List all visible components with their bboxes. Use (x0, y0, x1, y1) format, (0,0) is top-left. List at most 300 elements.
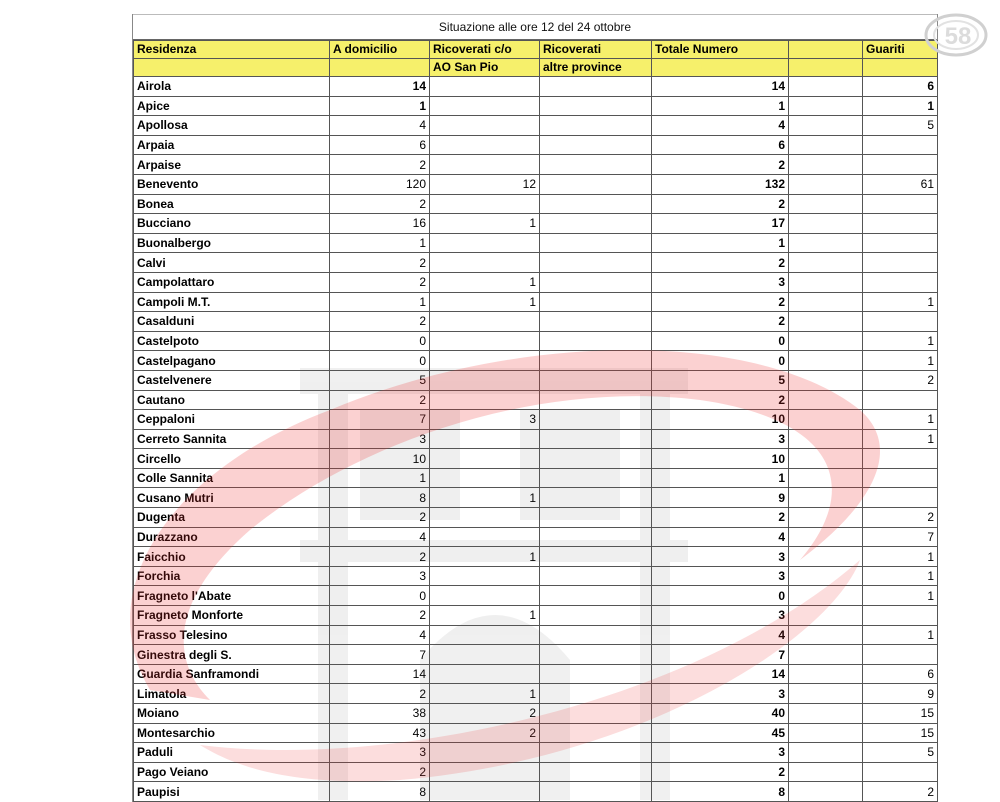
blank-cell (789, 214, 863, 234)
residence-cell: Apollosa (134, 116, 330, 136)
total-cell: 3 (652, 429, 789, 449)
san-pio-cell (430, 233, 540, 253)
recovered-cell (863, 135, 938, 155)
recovered-cell (863, 214, 938, 234)
header-cell: Totale Numero (652, 41, 789, 59)
san-pio-cell: 1 (430, 547, 540, 567)
recovered-cell: 9 (863, 684, 938, 704)
header-cell (789, 41, 863, 59)
table-row (134, 96, 938, 116)
table-row (134, 429, 938, 449)
residence-cell: Buonalbergo (134, 233, 330, 253)
recovered-cell: 1 (863, 96, 938, 116)
blank-cell (789, 723, 863, 743)
recovered-cell: 1 (863, 331, 938, 351)
home-cell: 7 (330, 410, 430, 430)
recovered-cell (863, 155, 938, 175)
other-provinces-cell (540, 253, 652, 273)
blank-cell (789, 233, 863, 253)
blank-cell (789, 116, 863, 136)
blank-cell (789, 547, 863, 567)
header-cell: Ricoverati (540, 41, 652, 59)
residence-cell: Fragneto l'Abate (134, 586, 330, 606)
other-provinces-cell (540, 782, 652, 802)
blank-cell (789, 135, 863, 155)
residence-cell: Arpaia (134, 135, 330, 155)
table-row (134, 116, 938, 136)
home-cell: 2 (330, 547, 430, 567)
table-row (134, 625, 938, 645)
other-provinces-cell (540, 410, 652, 430)
table-row (134, 782, 938, 802)
total-cell: 2 (652, 508, 789, 528)
home-cell: 2 (330, 762, 430, 782)
home-cell: 2 (330, 194, 430, 214)
recovered-cell: 15 (863, 723, 938, 743)
recovered-cell (863, 390, 938, 410)
san-pio-cell (430, 96, 540, 116)
total-cell: 8 (652, 782, 789, 802)
blank-cell (789, 351, 863, 371)
residence-cell: Castelpagano (134, 351, 330, 371)
table-row (134, 351, 938, 371)
table-row (134, 566, 938, 586)
recovered-cell: 15 (863, 704, 938, 724)
recovered-cell (863, 606, 938, 626)
recovered-cell (863, 194, 938, 214)
home-cell: 1 (330, 468, 430, 488)
total-cell: 14 (652, 77, 789, 97)
blank-cell (789, 664, 863, 684)
total-cell: 2 (652, 312, 789, 332)
table-row (134, 488, 938, 508)
blank-cell (789, 194, 863, 214)
blank-cell (789, 429, 863, 449)
header-cell: Ricoverati c/o (430, 41, 540, 59)
total-cell: 40 (652, 704, 789, 724)
table-row (134, 664, 938, 684)
blank-cell (789, 390, 863, 410)
header-cell (652, 59, 789, 77)
header-cell: altre province (540, 59, 652, 77)
other-provinces-cell (540, 390, 652, 410)
table-row (134, 253, 938, 273)
other-provinces-cell (540, 96, 652, 116)
blank-cell (789, 586, 863, 606)
recovered-cell (863, 762, 938, 782)
total-cell: 0 (652, 331, 789, 351)
residence-cell: Ginestra degli S. (134, 645, 330, 665)
other-provinces-cell (540, 508, 652, 528)
san-pio-cell (430, 762, 540, 782)
other-provinces-cell (540, 743, 652, 763)
blank-cell (789, 527, 863, 547)
residence-cell: Bucciano (134, 214, 330, 234)
total-cell: 7 (652, 645, 789, 665)
home-cell: 8 (330, 488, 430, 508)
blank-cell (789, 77, 863, 97)
table-row (134, 194, 938, 214)
home-cell: 0 (330, 331, 430, 351)
total-cell: 4 (652, 116, 789, 136)
home-cell: 14 (330, 77, 430, 97)
table-row (134, 312, 938, 332)
blank-cell (789, 96, 863, 116)
san-pio-cell (430, 645, 540, 665)
header-cell (134, 59, 330, 77)
recovered-cell: 5 (863, 743, 938, 763)
residence-cell: Circello (134, 449, 330, 469)
home-cell: 8 (330, 782, 430, 802)
header-row-2 (134, 59, 938, 77)
san-pio-cell (430, 429, 540, 449)
table-row (134, 292, 938, 312)
recovered-cell: 1 (863, 547, 938, 567)
home-cell: 4 (330, 116, 430, 136)
residence-cell: Bonea (134, 194, 330, 214)
blank-cell (789, 782, 863, 802)
residence-cell: Arpaise (134, 155, 330, 175)
other-provinces-cell (540, 312, 652, 332)
residence-cell: Paupisi (134, 782, 330, 802)
table-row (134, 370, 938, 390)
other-provinces-cell (540, 684, 652, 704)
table-row (134, 723, 938, 743)
other-provinces-cell (540, 625, 652, 645)
other-provinces-cell (540, 723, 652, 743)
total-cell: 132 (652, 174, 789, 194)
table-row (134, 233, 938, 253)
residence-cell: Forchia (134, 566, 330, 586)
total-cell: 3 (652, 547, 789, 567)
recovered-cell: 1 (863, 429, 938, 449)
home-cell: 2 (330, 312, 430, 332)
residence-cell: Calvi (134, 253, 330, 273)
residence-cell: Moiano (134, 704, 330, 724)
recovered-cell: 61 (863, 174, 938, 194)
blank-cell (789, 410, 863, 430)
san-pio-cell: 1 (430, 488, 540, 508)
table-row (134, 331, 938, 351)
total-cell: 3 (652, 743, 789, 763)
table-row (134, 762, 938, 782)
san-pio-cell (430, 566, 540, 586)
total-cell: 3 (652, 606, 789, 626)
san-pio-cell: 1 (430, 606, 540, 626)
header-cell (789, 59, 863, 77)
other-provinces-cell (540, 527, 652, 547)
san-pio-cell (430, 664, 540, 684)
total-cell: 2 (652, 155, 789, 175)
home-cell: 1 (330, 292, 430, 312)
table-row (134, 410, 938, 430)
other-provinces-cell (540, 468, 652, 488)
recovered-cell: 7 (863, 527, 938, 547)
recovered-cell: 1 (863, 292, 938, 312)
san-pio-cell (430, 782, 540, 802)
header-cell (330, 59, 430, 77)
other-provinces-cell (540, 606, 652, 626)
blank-cell (789, 449, 863, 469)
table-row (134, 508, 938, 528)
table-row (134, 449, 938, 469)
blank-cell (789, 155, 863, 175)
san-pio-cell (430, 77, 540, 97)
total-cell: 0 (652, 586, 789, 606)
other-provinces-cell (540, 194, 652, 214)
san-pio-cell (430, 351, 540, 371)
residence-cell: Ceppaloni (134, 410, 330, 430)
blank-cell (789, 253, 863, 273)
total-cell: 17 (652, 214, 789, 234)
san-pio-cell (430, 586, 540, 606)
home-cell: 14 (330, 664, 430, 684)
recovered-cell: 1 (863, 566, 938, 586)
recovered-cell (863, 272, 938, 292)
san-pio-cell (430, 508, 540, 528)
residence-cell: Castelpoto (134, 331, 330, 351)
total-cell: 10 (652, 410, 789, 430)
blank-cell (789, 684, 863, 704)
home-cell: 1 (330, 233, 430, 253)
home-cell: 5 (330, 370, 430, 390)
header-cell: Residenza (134, 41, 330, 59)
cases-table (133, 40, 938, 802)
total-cell: 45 (652, 723, 789, 743)
logo-number: 58 (944, 23, 972, 50)
total-cell: 6 (652, 135, 789, 155)
table-row (134, 527, 938, 547)
sheet-title: Situazione alle ore 12 del 24 ottobre (133, 14, 937, 40)
home-cell: 10 (330, 449, 430, 469)
san-pio-cell (430, 449, 540, 469)
total-cell: 3 (652, 684, 789, 704)
total-cell: 2 (652, 762, 789, 782)
san-pio-cell (430, 331, 540, 351)
channel-logo-icon (918, 10, 988, 60)
blank-cell (789, 606, 863, 626)
recovered-cell: 1 (863, 410, 938, 430)
san-pio-cell (430, 527, 540, 547)
other-provinces-cell (540, 272, 652, 292)
total-cell: 2 (652, 194, 789, 214)
home-cell: 4 (330, 625, 430, 645)
other-provinces-cell (540, 214, 652, 234)
home-cell: 6 (330, 135, 430, 155)
recovered-cell (863, 233, 938, 253)
residence-cell: Campolattaro (134, 272, 330, 292)
residence-cell: Cautano (134, 390, 330, 410)
home-cell: 2 (330, 606, 430, 626)
residence-cell: Castelvenere (134, 370, 330, 390)
san-pio-cell: 1 (430, 292, 540, 312)
residence-cell: Casalduni (134, 312, 330, 332)
recovered-cell: 1 (863, 351, 938, 371)
home-cell: 120 (330, 174, 430, 194)
san-pio-cell (430, 390, 540, 410)
recovered-cell: 6 (863, 77, 938, 97)
san-pio-cell (430, 468, 540, 488)
table-row (134, 155, 938, 175)
residence-cell: Pago Veiano (134, 762, 330, 782)
home-cell: 2 (330, 390, 430, 410)
other-provinces-cell (540, 704, 652, 724)
other-provinces-cell (540, 762, 652, 782)
recovered-cell: 2 (863, 370, 938, 390)
san-pio-cell (430, 194, 540, 214)
total-cell: 0 (652, 351, 789, 371)
san-pio-cell: 12 (430, 174, 540, 194)
table-row (134, 214, 938, 234)
total-cell: 3 (652, 566, 789, 586)
home-cell: 3 (330, 743, 430, 763)
home-cell: 7 (330, 645, 430, 665)
other-provinces-cell (540, 429, 652, 449)
other-provinces-cell (540, 566, 652, 586)
home-cell: 2 (330, 155, 430, 175)
header-row-1 (134, 41, 938, 59)
table-row (134, 77, 938, 97)
table-row (134, 606, 938, 626)
blank-cell (789, 370, 863, 390)
total-cell: 1 (652, 96, 789, 116)
home-cell: 2 (330, 272, 430, 292)
other-provinces-cell (540, 116, 652, 136)
blank-cell (789, 331, 863, 351)
blank-cell (789, 625, 863, 645)
residence-cell: Montesarchio (134, 723, 330, 743)
total-cell: 14 (652, 664, 789, 684)
total-cell: 10 (652, 449, 789, 469)
table-row (134, 645, 938, 665)
san-pio-cell: 1 (430, 272, 540, 292)
blank-cell (789, 566, 863, 586)
home-cell: 0 (330, 586, 430, 606)
home-cell: 1 (330, 96, 430, 116)
home-cell: 2 (330, 508, 430, 528)
total-cell: 1 (652, 468, 789, 488)
total-cell: 3 (652, 272, 789, 292)
residence-cell: Colle Sannita (134, 468, 330, 488)
home-cell: 3 (330, 566, 430, 586)
blank-cell (789, 468, 863, 488)
recovered-cell (863, 312, 938, 332)
header-cell: Guariti (863, 41, 938, 59)
san-pio-cell: 2 (430, 723, 540, 743)
san-pio-cell: 3 (430, 410, 540, 430)
other-provinces-cell (540, 586, 652, 606)
header-cell: AO San Pio (430, 59, 540, 77)
residence-cell: Cusano Mutri (134, 488, 330, 508)
san-pio-cell (430, 253, 540, 273)
total-cell: 4 (652, 527, 789, 547)
san-pio-cell (430, 625, 540, 645)
other-provinces-cell (540, 233, 652, 253)
home-cell: 2 (330, 684, 430, 704)
blank-cell (789, 292, 863, 312)
residence-cell: Airola (134, 77, 330, 97)
san-pio-cell (430, 135, 540, 155)
other-provinces-cell (540, 292, 652, 312)
table-row (134, 743, 938, 763)
other-provinces-cell (540, 370, 652, 390)
total-cell: 9 (652, 488, 789, 508)
residence-cell: Dugenta (134, 508, 330, 528)
recovered-cell: 1 (863, 625, 938, 645)
other-provinces-cell (540, 174, 652, 194)
blank-cell (789, 174, 863, 194)
recovered-cell (863, 449, 938, 469)
recovered-cell: 6 (863, 664, 938, 684)
table-row (134, 684, 938, 704)
total-cell: 1 (652, 233, 789, 253)
header-cell (863, 59, 938, 77)
total-cell: 2 (652, 390, 789, 410)
table-row (134, 704, 938, 724)
other-provinces-cell (540, 135, 652, 155)
home-cell: 2 (330, 253, 430, 273)
home-cell: 43 (330, 723, 430, 743)
header-cell: A domicilio (330, 41, 430, 59)
blank-cell (789, 645, 863, 665)
san-pio-cell (430, 370, 540, 390)
table-row (134, 468, 938, 488)
other-provinces-cell (540, 155, 652, 175)
blank-cell (789, 762, 863, 782)
blank-cell (789, 704, 863, 724)
other-provinces-cell (540, 77, 652, 97)
residence-cell: Apice (134, 96, 330, 116)
table-row (134, 586, 938, 606)
blank-cell (789, 272, 863, 292)
table-row (134, 390, 938, 410)
recovered-cell (863, 253, 938, 273)
san-pio-cell (430, 312, 540, 332)
home-cell: 38 (330, 704, 430, 724)
residence-cell: Durazzano (134, 527, 330, 547)
table-body (134, 41, 938, 802)
residence-cell: Benevento (134, 174, 330, 194)
recovered-cell: 2 (863, 782, 938, 802)
residence-cell: Paduli (134, 743, 330, 763)
other-provinces-cell (540, 331, 652, 351)
table-row (134, 272, 938, 292)
san-pio-cell (430, 155, 540, 175)
residence-cell: Frasso Telesino (134, 625, 330, 645)
san-pio-cell: 1 (430, 214, 540, 234)
home-cell: 16 (330, 214, 430, 234)
other-provinces-cell (540, 449, 652, 469)
home-cell: 4 (330, 527, 430, 547)
other-provinces-cell (540, 645, 652, 665)
total-cell: 5 (652, 370, 789, 390)
blank-cell (789, 488, 863, 508)
blank-cell (789, 743, 863, 763)
total-cell: 4 (652, 625, 789, 645)
recovered-cell (863, 645, 938, 665)
home-cell: 0 (330, 351, 430, 371)
residence-cell: Fragneto Monforte (134, 606, 330, 626)
other-provinces-cell (540, 664, 652, 684)
san-pio-cell: 1 (430, 684, 540, 704)
residence-cell: Faicchio (134, 547, 330, 567)
recovered-cell: 2 (863, 508, 938, 528)
blank-cell (789, 508, 863, 528)
home-cell: 3 (330, 429, 430, 449)
recovered-cell: 5 (863, 116, 938, 136)
data-sheet (132, 14, 938, 802)
total-cell: 2 (652, 292, 789, 312)
